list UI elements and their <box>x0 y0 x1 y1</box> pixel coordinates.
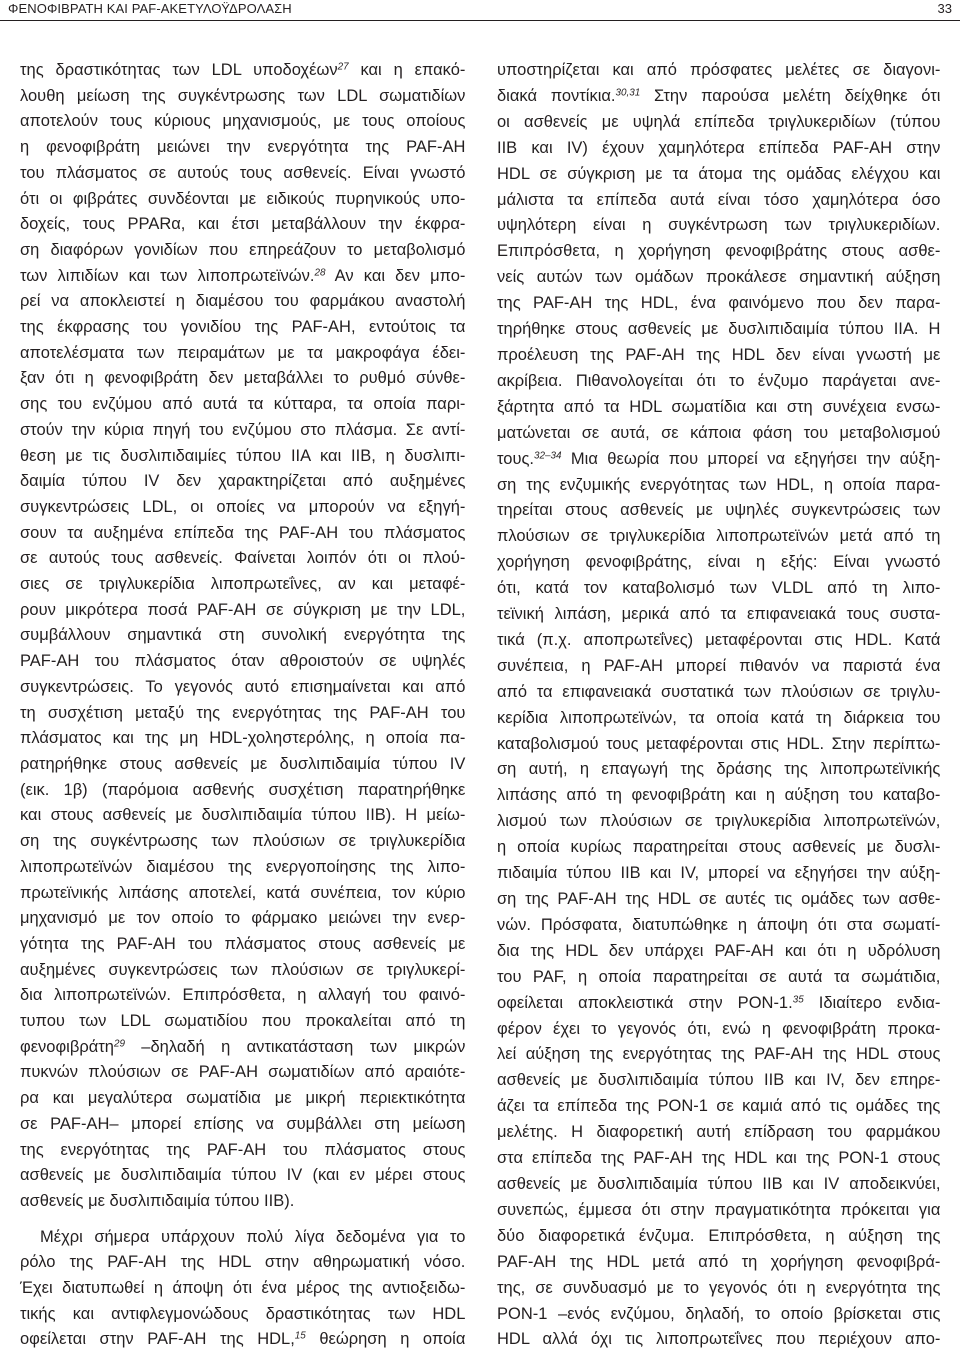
text-line: τηρείται στους ασθενείς με υψηλές συγκεντρώσεις των <box>497 501 941 520</box>
text-line: σε αυτούς τους ασθενείς. Φαίνεται λοιπόν ότι οι πλού- <box>20 549 466 568</box>
text-line: ση αυτή, η επαγωγή της δράσης της λιποπρωτεϊνικής <box>497 760 941 779</box>
text-line: ση της ενζυμικής ενεργότητας των HDL, η οποία παρα- <box>497 475 941 494</box>
citation-superscript: 28 <box>314 267 326 279</box>
text-line <box>497 991 941 1017</box>
text-line: ακρίβεια. Πιθανολογείται ότι το ένζυμο παράγεται ανε- <box>497 371 941 390</box>
paragraph <box>497 58 941 1353</box>
citation-superscript: 15 <box>294 1331 306 1343</box>
text-line: μελέτης. Η διαφορετική αυτή επίδραση του φαρμάκου <box>497 1123 941 1142</box>
text-line: ασθενείς με δυσλιπιδαιμία τύπου IIB και IV αποδεικνύει, <box>497 1174 941 1193</box>
citation-superscript: 32–34 <box>534 450 562 462</box>
text-line: ότι, κατά τον καταβολισμό των VLDL από τη λιπο- <box>497 579 941 598</box>
text-line: πυκνών πλούσιων σε PAF-AH σωματιδίων από αραιότε- <box>20 1063 466 1082</box>
text-line: πλούσιων σε τριγλυκερίδια λιποπρωτεϊνών μετά από τη <box>497 527 941 546</box>
text-line: αποτελέσματα των πειραμάτων με τα μακροφάγα έδει- <box>20 343 466 362</box>
citation-superscript: 27 <box>337 61 349 73</box>
text-line: λεί αύξηση της ενεργότητας της PAF-AH της HDL στους <box>497 1045 941 1064</box>
page-number: 33 <box>937 1 952 16</box>
text-line: τεϊνική λιπάση, μερικά από τα επιφανειακά τους συστα- <box>497 605 941 624</box>
text-line: ρα και μεγαλύτερα σωματίδια με μικρή περιεκτικότητα <box>20 1089 466 1108</box>
text-line: της ενεργότητας της PAF-AH του πλάσματος στους <box>20 1140 466 1159</box>
text-run: θεώρηση η οποία <box>305 1330 466 1349</box>
text-run: της δραστικότητας των LDL υποδοχέων <box>20 61 338 79</box>
text-line: ότι οι φιβράτες συνδέονται με ειδικούς πυρηνικούς υπο- <box>20 189 466 208</box>
text-line: ρουν μικρότερα ποσά PAF-AH σε σύγκριση με την LDL, <box>20 600 466 619</box>
text-line: ματώνεται σε αυτά, σε κάποια φάση του μεταβολισμού <box>497 423 941 442</box>
text-line: τυπου των LDL σωματιδίου που προκαλείται από τη <box>20 1012 466 1031</box>
text-line: ρόλο της PAF-AH της HDL στην αθηρωματική νόσο. <box>20 1253 466 1272</box>
text-line: πρωτεϊνικής λιπάσης αποτελεί, κατά συνέπεια, τον κύριο <box>20 883 466 902</box>
text-line: ασθενείς με δυσλιπιδαιμία τύπου IIB και IV, δεν επηρε- <box>497 1071 941 1090</box>
left-column <box>20 58 466 1353</box>
citation-superscript: 35 <box>792 994 804 1006</box>
text-line: του PAF, η οποία παρατηρείται σε αυτά τα σωμάτιδια, <box>497 967 941 986</box>
text-line: δια λιποπρωτεϊνών. Επιπρόσθετα, η αλλαγή του φαινό- <box>20 986 466 1005</box>
text-line: ασθενείς με δυσλιπιδαιμία τύπου IV (και εν μέρει στους <box>20 1166 466 1185</box>
text-line: ση της PAF-AH της HDL σε αυτές τις ομάδες των ασθε- <box>497 890 941 908</box>
text-line: μάλιστα τα επίπεδα αυτά είναι τόσο χαμηλότερα όσο <box>497 190 941 209</box>
running-title: ΦΕΝΟΦΙΒΡΑΤΗ ΚΑΙ PAF-ΑΚΕΤΥΛΟΫΔΡΟΛΑΣΗ <box>8 1 292 16</box>
text-line: ση της συγκέντρωσης των πλούσιων σε τριγλυκερίδια <box>20 832 466 851</box>
text-line: γότητα της PAF-AH του πλάσματος στους ασθενείς με <box>20 934 466 953</box>
text-line: λιποπρωτεϊνών διαμέσου της ενεργοποίησης της λιπο- <box>20 857 466 876</box>
text-line: τικής και αντιφλεγμονώδους δραστικότητας των HDL <box>20 1304 466 1323</box>
text-line: του πλάσματος σε αυτούς τους ασθενείς. Είναι γνωστό <box>20 163 466 182</box>
text-line: στα επίπεδα της PAF-AH της HDL και της PON-1 στους <box>497 1149 941 1168</box>
text-line: δύο διαφορετικά ένζυμα. Επιπρόσθετα, η αύξηση της <box>497 1226 941 1245</box>
text-run: Στην παρούσα μελέτη δείχθηκε ότι <box>640 86 941 105</box>
text-run: και η επακό- <box>348 61 466 79</box>
text-line: σουν τα αυξημένα επίπεδα της PAF-AH του πλάσματος <box>20 523 466 542</box>
text-line: συγκεντρώσεις. Το γεγονός αυτό επισημαίνεται και από <box>20 677 466 696</box>
text-run: φενοφιβράτη <box>20 1037 114 1056</box>
text-line: Επιπρόσθετα, η χορήγηση φενοφιβράτης στους ασθε- <box>497 242 941 261</box>
text-line: λισμού των πλούσιων σε τριγλυκερίδια λιποπρωτεϊνών, <box>497 812 941 831</box>
text-line: Έχει διατυπωθεί η άποψη ότι ένα μέρος της αντιοξειδω- <box>20 1279 466 1298</box>
text-line: δοχείς, τους PPARα, και έτσι μεταβάλλουν την έκφρα- <box>20 215 466 234</box>
text-line: ασθενείς με δυσλιπιδαιμία τύπου IIB). <box>20 1191 295 1210</box>
text-line: της, σε συνδυασμό με το γεγονός ότι η ενεργότητα της <box>497 1278 941 1297</box>
text-line <box>20 1035 466 1061</box>
text-line: μηχανισμό με τον οποίο το φάρμακο μειώνει την ενερ- <box>20 909 466 928</box>
text-line: τικά (π.χ. αποπρωτεΐνες) μεταφέρονται στις HDL. Κατά <box>497 630 941 649</box>
text-line: αυξημένες συγκεντρώσεις των πλούσιων σε τριγλυκερί- <box>20 960 466 979</box>
text-line: υψηλότερη είναι η συγκέντρωση των τριγλυκεριδίων. <box>497 216 941 235</box>
text-line: οι ασθενείς με υψηλά επίπεδα τριγλυκεριδίων (τύπου <box>497 112 941 131</box>
text-line: η φενοφιβράτη μειώνει την ενεργότητα της PAF-AH <box>20 138 466 157</box>
text-line: συνεπώς, έμμεσα ότι στην πραγματικότητα πρόκειται για <box>497 1200 941 1219</box>
text-line: (εικ. 1β) (παρόμοια ασθενής συσχέτιση παρατηρήθηκε <box>20 780 466 799</box>
text-line: ξαν ότι η φενοφιβράτη δεν μεταβάλλει το ρυθμό σύνθε- <box>20 369 466 388</box>
text-line: συμβάλλουν σημαντικά στη συνολική ενεργότητα της <box>20 626 466 645</box>
text-line: συγκεντρώσεις LDL, οι οποίες να μπορούν να εξηγή- <box>20 497 466 516</box>
right-column <box>497 58 941 1353</box>
text-line: υποστηρίζεται και από πρόσφατες μελέτες σε διαγονι- <box>497 61 941 79</box>
text-run: –δηλαδή η αντικατάσταση των μικρών <box>124 1037 466 1056</box>
citation-superscript: 30,31 <box>615 87 641 99</box>
text-line: θεση με τις δυσλιπιδαιμίες τύπου IIA και IIB, η δυσλιπι- <box>20 446 466 465</box>
text-line: πλάσματος και της μη HDL-χοληστερόλης, η οποία πα- <box>20 729 466 748</box>
text-line: σε PAF-AH– μπορεί επίσης να συμβάλλει στη μείωση <box>20 1114 466 1133</box>
text-line: τη συσχέτιση μεταξύ της ενεργότητας της PAF-AH του <box>20 703 466 722</box>
text-line: προέλευση της PAF-AH της HDL δεν είναι γνωστή με <box>497 345 941 364</box>
text-line <box>20 58 466 84</box>
text-line <box>497 447 941 473</box>
text-line: της PAF-AH της HDL, ένα φαινόμενο που δεν παρα- <box>497 294 941 313</box>
text-line: νείς αυτών των ομάδων προκάλεσε σημαντική αύξηση <box>497 268 941 287</box>
text-line: δαιμία τύπου IV δεν χαρακτηρίζεται από αυξημένες <box>20 472 466 491</box>
text-line: ξάρτητα από τα HDL σωματίδια και στη συνέχεια ενσω- <box>497 397 941 416</box>
text-run: τους. <box>497 449 535 468</box>
text-line: της έκφρασης του γονιδίου της PAF-AH, εντούτοις τα <box>20 318 466 337</box>
paragraph <box>20 58 466 1215</box>
text-run: διακά ποντίκια. <box>497 86 616 105</box>
text-line: άζει τα επίπεδα της PON-1 σε καμιά από τις ομάδες της <box>497 1097 941 1116</box>
text-run: Μια θεωρία που μπορεί να εξηγήσει την αύξη- <box>561 449 941 468</box>
text-line: PAF-AH της HDL μετά από τη χορήγηση φενοφιβρά- <box>497 1252 941 1271</box>
text-line: ση διαφόρων γονιδίων που επηρεάζουν το μεταβολισμό <box>20 240 466 259</box>
text-line: τηρήθηκε στους ασθενείς με δυσλιπιδαιμία τύπου IIA. Η <box>497 320 941 339</box>
text-line: λουθη μείωση της συγκέντρωσης των LDL σωματιδίων <box>20 86 466 105</box>
citation-superscript: 29 <box>113 1038 125 1050</box>
header-rule <box>0 20 960 21</box>
text-line: καταβολισμού τους μεταφέρονται στις HDL. Στην περίπτω- <box>497 734 941 753</box>
text-line: συνέπεια, η PAF-AH μπορεί πιθανόν να παριστά ένα <box>497 656 941 675</box>
text-line: ρατηρήθηκε στους ασθενείς με δυσλιπιδαιμία τύπου IV <box>20 754 466 773</box>
text-run: οφείλεται στην PAF-AH της HDL, <box>20 1330 295 1349</box>
text-line: χορήγηση φενοφιβράτης, είναι η εξής: Είναι γνωστό <box>497 553 941 572</box>
text-line: στούν την κύρια πηγή του ενζύμου στο πλάσμα. Σε αντί- <box>20 420 466 439</box>
text-line: σιες σε τριγλυκερίδια λιποπρωτεΐνες, αν και μεταφέ- <box>20 575 466 594</box>
paragraph <box>20 1225 466 1354</box>
text-line <box>497 84 941 110</box>
text-line: λιπάσης από τη φενοφιβράτη και η αύξηση του καταβο- <box>497 786 941 805</box>
text-line: νών. Πρόσφατα, διατυπώθηκε η άποψη ότι στα σωματί- <box>497 915 941 934</box>
text-line: HDL σε σύγκριση με τα άτομα της ομάδας ελέγχου και <box>497 164 941 183</box>
text-run: των λιπιδίων και των λιποπρωτεϊνών. <box>20 266 315 285</box>
text-line: HDL αλλά όχι τις λιποπρωτεΐνες που περιέχουν απο- <box>497 1330 941 1349</box>
text-line: IIB και IV) έχουν χαμηλότερα επίπεδα PAF-AH στην <box>497 138 941 157</box>
text-line: φέρον έχει το γεγονός ότι, ενώ η φενοφιβράτη προκα- <box>497 1019 941 1038</box>
text-line <box>20 264 466 290</box>
text-run: Ιδιαίτερο ενδια- <box>803 993 941 1012</box>
text-line: δια της HDL δεν υπάρχει PAF-AH και ότι η υδρόλυση <box>497 941 941 960</box>
text-line: πιδαιμία τύπου IIB και IV, μπορεί να εξηγήσει την αύξη- <box>497 864 941 883</box>
text-line: από τα επιφανειακά συστατικά των πλούσιων σε τριγλυ- <box>497 682 941 701</box>
text-line: αποτελούν τους κύριους μηχανισμούς, με τους οποίους <box>20 112 466 131</box>
text-run: οφείλεται αποκλειστικά στην PON-1. <box>497 993 793 1012</box>
text-line: και στους ασθενείς με δυσλιπιδαιμία τύπου IIB). Η μείω- <box>20 806 466 825</box>
text-line: Μέχρι σήμερα υπάρχουν πολύ λίγα δεδομένα για το <box>40 1227 466 1246</box>
text-line: PON-1 –ενός ενζύμου, δηλαδή, το οποίο βρίσκεται στις <box>497 1304 941 1323</box>
text-line: ρεί να αποκλειστεί η διαμέσου του φαρμάκου αναστολή <box>20 292 466 311</box>
text-line: σης του ενζύμου από αυτά τα κύτταρα, τα οποία παρι- <box>20 395 466 414</box>
text-line: PAF-AH του πλάσματος όταν αθροιστούν σε υψηλές <box>20 652 466 671</box>
text-line <box>20 1327 466 1353</box>
text-line: κερίδια λιποπρωτεϊνών, τα οποία κατά τη διάρκεια του <box>497 708 941 727</box>
text-run: Αν και δεν μπο- <box>325 266 466 285</box>
text-line: η οποία κυρίως παρατηρείται στους ασθενείς με δυσλι- <box>497 838 941 857</box>
